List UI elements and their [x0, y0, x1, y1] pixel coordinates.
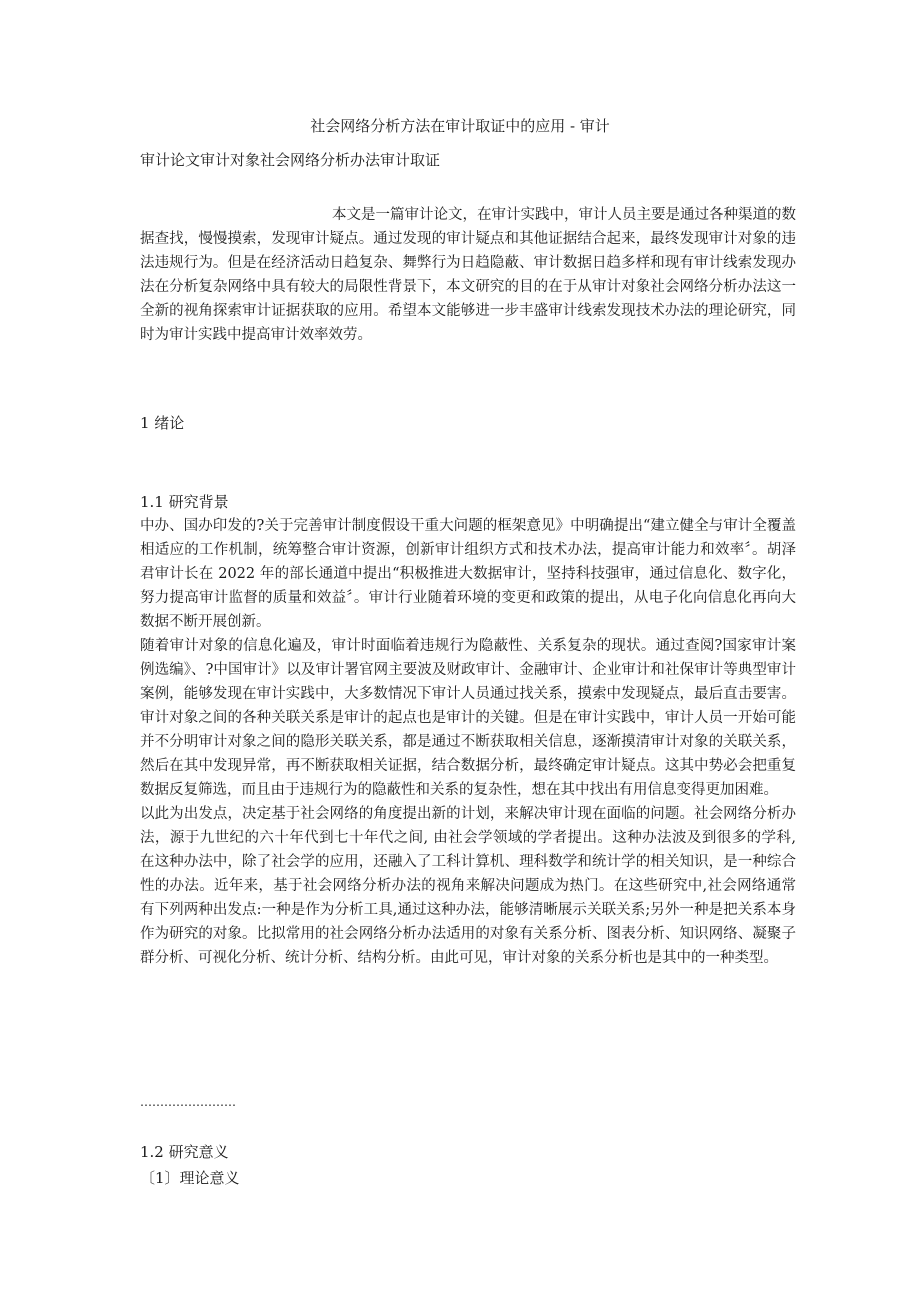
research-background-body	[140, 514, 796, 970]
background-paragraph: 随着审计对象的信息化遍及，审计时面临着违规行为隐蔽性、关系复杂的现状。通过查阅?国家审计案例选编》、?中国审计》以及审计署官网主要波及财政审计、金融审计、企业审计和社保审计等典型审计案例，能够发现在审计实践中，大多数情况下审计人员通过找关系，摸索中发现疑点，最后直击要害。审计对象之间的各种关联关系是审计的起点也是审计的关键。但是在审计实践中，审计人员一开始可能并不分明审计对象之间的隐形关联关系，都是通过不断获取相关信息，逐渐摸清审计对象的关联关系，然后在其中发现异常，再不断获取相关证据，结合数据分析，最终确定审计疑点。这其中势必会把重复数据反复筛选，而且由于违规行为的隐蔽性和关系的复杂性，想在其中找出有用信息变得更加困难。	[140, 638, 796, 798]
background-paragraph: 以此为出发点，决定基于社会网络的角度提出新的计划，来解决审计现在面临的问题。社会网络分析办法，源于九世纪的六十年代到七十年代之间, 由社会学领域的学者提出。这种办法波及到很多的学科, 在这种办法中，除了社会学的应用，还融入了工科计算机、理科数学和统计学的相关知识，是一种综合性的办法。近年来，基于社会网络分析办法的视角来解决问题成为热门。在这些研究中,社会网络通常有下列两种出发点:一种是作为分析工具,通过这种办法，能够清晰展示关联关系;另外一种是把关系本身作为研究的对象。比拟常用的社会网络分析办法适用的对象有关系分析、图表分析、知识网络、凝聚子群分析、可视化分析、统计分析、结构分析。由此可见，审计对象的关系分析也是其中的一种类型。	[140, 806, 796, 966]
subsection-heading-theoretical-significance: 〔1〕理论意义	[140, 1169, 240, 1187]
abstract-paragraph: 本文是一篇审计论文，在审计实践中，审计人员主要是通过各种渠道的数据查找，慢慢摸索，发现审计疑点。通过发现的审计疑点和其他证据结合起来，最终发现审计对象的违法违规行为。但是在经济活动日趋复杂、舞弊行为日趋隐蔽、审计数据日趋多样和现有审计线索发现办法在分析复杂网络中具有较大的局限性背景下，本文研究的目的在于从审计对象社会网络分析办法这一全新的视角探索审计证据获取的应用。希望本文能够进一步丰盛审计线索发现技术办法的理论研究，同时为审计实践中提高审计效率效劳。	[140, 207, 796, 343]
keywords-line: 审计论文审计对象社会网络分析办法审计取证	[140, 151, 441, 169]
section-heading-research-background: 1.1 研究背景	[140, 493, 229, 511]
section-heading-introduction: 1 绪论	[140, 414, 185, 432]
ellipsis-separator: ……………………	[140, 1095, 236, 1109]
background-paragraph: 中办、国办印发的?关于完善审计制度假设干重大问题的框架意见》中明确提出“建立健全与审计全覆盖相适应的工作机制，统筹整合审计资源，创新审计组织方式和技术办法，提高审计能力和效率〞。胡泽君审计长在 2022 年的部长通道中提出“积极推进大数据审计，坚持科技强审，通过信息化、数字化，努力提高审计监督的质量和效益〞。审计行业随着环境的变更和政策的提出，从电子化向信息化再向大数据不断开展创新。	[140, 518, 796, 630]
section-heading-research-significance: 1.2 研究意义	[140, 1143, 229, 1161]
document-title: 社会网络分析方法在审计取证中的应用 - 审计	[310, 117, 610, 135]
